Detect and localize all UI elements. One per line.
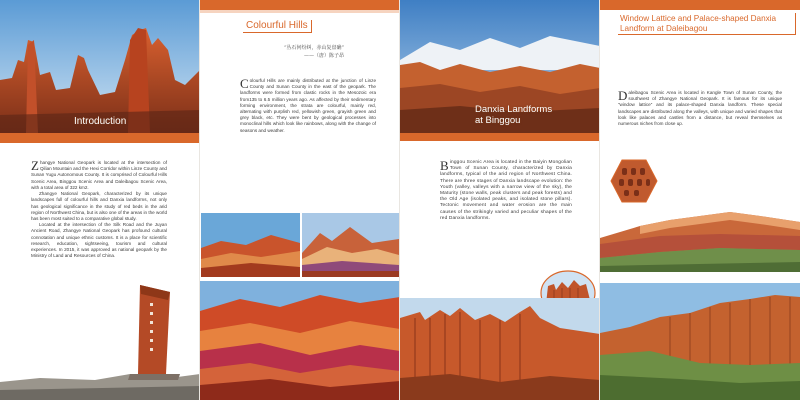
introduction-text: [31, 160, 167, 260]
poem-quote: [284, 44, 344, 60]
daleibagou-text: Daleibagou Scenic Area is located in Kangle Town of Sunan County, the southwest of Zhangye National Geopark. It is famous for its unique “window lattice” and its palace-shaped Danxia landform. These special landscapes are distributed along the valleys, with unique and varied shapes that look like palaces and castles from a distance, but reveal themselves as numerous niches from close up.: [618, 88, 782, 127]
panel-introduction: [0, 0, 200, 400]
colourful-hills-photo-2: [302, 213, 399, 277]
colourful-hills-photo-1: [201, 213, 300, 277]
geopark-monument-illustration: [0, 270, 200, 400]
intro-paragraph-3: Located at the intersection of the Silk Road and the Juyan Ancient Road, Zhangye National Geopark has profound cultural connotation and unique ethnic customs. It is a place for scientific research, education, sightseeing, tourism and cultural experiences. In 2015, it was approved as national geopark by the Ministry of Land and Resources of China.: [31, 222, 167, 259]
daleibagou-title: Window Lattice and Palace-shaped Danxia Landform at Daleibagou: [618, 13, 796, 35]
accent-strip: [200, 0, 400, 10]
panel-binggou: [400, 0, 600, 400]
panel-daleibagou: [600, 0, 800, 400]
introduction-title: Introduction: [74, 116, 127, 127]
window-lattice-illustration: [610, 158, 658, 204]
colourful-hills-title: Colourful Hills: [243, 20, 312, 33]
accent-strip: [400, 133, 600, 141]
poem-line: “丛石何纷纠，赤山复盘确”: [284, 45, 345, 51]
dropcap: D: [618, 88, 628, 103]
accent-strip: [600, 0, 800, 10]
daleibagou-photo: [600, 283, 800, 400]
intro-paragraph-2: Zhangye National Geopark, characterized by its unique landscapes full of colourful hills and Danxia landforms, not only has geological significance in the study of red beds in the arid region of Northwest China, but is also one of the areas in the world has been most suited to a comparative global study.: [31, 191, 167, 221]
colourful-hills-photo-3: [200, 281, 400, 400]
binggou-text: Binggou Scenic Area is located in the Baiyin Mongolian Town of Sunan County, characterized by Danxia landforms, typical of the arid region of Northwest China. There are three stages of Danxia landscape evolution: the Youth (valley, valleys with a narrow view of the sky), the Maturity (stone walls, peak clusters and peak forests) and the Old Age (isolated peaks, and isolated stone pillars). Tectonic movement and water erosion are the main causes of the strikingly varied and peculiar shapes of the red Danxia landforms.: [440, 158, 572, 221]
danxia-pillars-photo: [0, 0, 200, 133]
dropcap: B: [440, 158, 449, 173]
accent-strip-light: [200, 10, 400, 13]
intro-paragraph-1: Zhangye National Geopark is located at the intersection of Qilian Mountain and the Hexi Corridor within Linze County and Sunan Yugu Autonomous County. It is comprised of Colourful Hills Scenic Area, Binggou Scenic Area and Daleibagou Scenic Area, with a total area of 322 km2.: [31, 158, 167, 190]
danxia-cliffs-photo: [400, 298, 600, 400]
binggou-title: Danxia Landforms at Binggou: [475, 104, 553, 126]
colourful-hills-text: Colourful Hills are mainly distributed at the junction of Linze County and Sunan County in the east of the geopark. The landforms were formed from clastic rocks in the Mesozoic era from135 to 6.5 million years ago. As affected by their sedimentary forming environment, the strata are colourful, mainly red, alternating with purplish red, yellowish green, grayish green and grey black, etc. They were bent by geological processes into monoclinal hills which look like rainbows, along with the change of seasons and weather.: [240, 76, 376, 133]
accent-strip: [0, 133, 200, 143]
poem-author: ——（唐）陈子昂: [304, 53, 345, 59]
dropcap: C: [240, 76, 249, 91]
panel-colourful-hills: [200, 0, 400, 400]
dropcap: Z: [31, 158, 39, 173]
